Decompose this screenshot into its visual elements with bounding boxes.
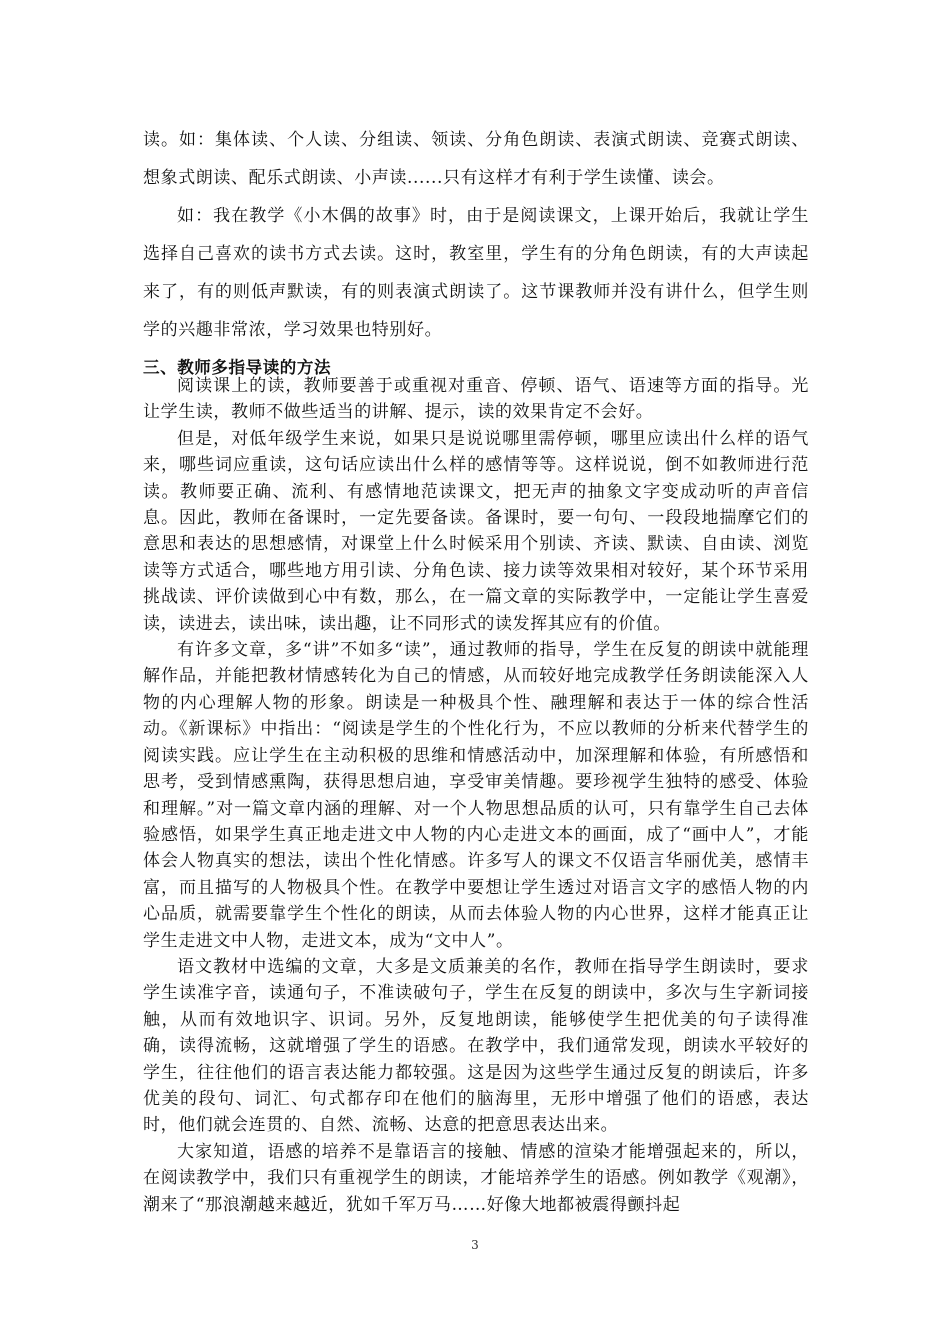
paragraph-1: 阅读课上的读，教师要善于或重视对重音、停顿、语气、语速等方面的指导。光让学生读，教师不做些适当的讲解、提示，读的效果肯定不会好。 bbox=[143, 376, 809, 423]
paragraph-5: 大家知道，语感的培养不是靠语言的接触、情感的渲染才能增强起来的，所以，在阅读教学中，我们只有重视学生的朗读，才能培养学生的语感。例如教学《观潮》，潮来了“那浪潮越来越近，犹如千军万马……好像大地都被震得颤抖起 bbox=[143, 1141, 809, 1215]
paragraph-continuation: 读。如：集体读、个人读、分组读、领读、分角色朗读、表演式朗读、竞赛式朗读、想象式朗读、配乐式朗读、小声读......只有这样才有利于学生读懂、读会。 bbox=[143, 130, 809, 188]
page-number: 3 bbox=[471, 1238, 479, 1252]
paragraph-example: 如：我在教学《小木偶的故事》时，由于是阅读课文，上课开始后，我就让学生选择自己喜欢的读书方式去读。这时，教室里，学生有的分角色朗读，有的大声读起来了，有的则低声默读，有的则表演式朗读了。这节课教师并没有讲什么，但学生则学的兴趣非常浓，学习效果也特别好。 bbox=[143, 206, 809, 340]
top-text-block bbox=[143, 121, 809, 387]
section-heading: 三、教师多指导读的方法 bbox=[143, 358, 332, 377]
main-text-block bbox=[143, 373, 809, 1218]
paragraph-4: 语文教材中选编的文章，大多是文质兼美的名作，教师在指导学生朗读时，要求学生读准字音，读通句子，不准读破句子，学生在反复的朗读中，多次与生字新词接触，从而有效地识字、识词。另外，反复地朗读，能够使学生把优美的句子读得准确，读得流畅，这就增强了学生的语感。在教学中，我们通常发现，朗读水平较好的学生，往往他们的语言表达能力都较强。这是因为这些学生通过反复的朗读后，许多优美的段句、词汇、句式都存印在他们的脑海里，无形中增强了他们的语感，表达时，他们就会连贯的、自然、流畅、达意的把意思表达出来。 bbox=[143, 956, 809, 1136]
paragraph-3: 有许多文章，多“讲”不如多“读”，通过教师的指导，学生在反复的朗读中就能理解作品，并能把教材情感转化为自己的情感，从而较好地完成教学任务朗读能深入人物的内心理解人物的形象。朗读是一种极具个性、融理解和表达于一体的综合性活动。《新课标》中指出：“阅读是学生的个性化行为，不应以教师的分析来代替学生的阅读实践。应让学生在主动积极的思维和情感活动中，加深理解和体验，有所感悟和思考，受到情感熏陶，获得思想启迪，享受审美情趣。要珍视学生独特的感受、体验和理解。”对一篇文章内涵的理解、对一个人物思想品质的认可，只有靠学生自己去体验感悟，如果学生真正地走进文中人物的内心走进文本的画面，成了“画中人”，才能体会人物真实的想法，读出个性化情感。许多写人的课文不仅语言华丽优美，感情丰富，而且描写的人物极具个性。在教学中要想让学生透过对语言文字的感悟人物的内心品质，就需要靠学生个性化的朗读，从而去体验人物的内心世界，这样才能真正让学生走进文中人物，走进文本，成为“文中人”。 bbox=[143, 640, 809, 951]
paragraph-2: 但是，对低年级学生来说，如果只是说说哪里需停顿，哪里应读出什么样的语气来，哪些词应重读，这句话应读出什么样的感情等等。这样说说，倒不如教师进行范读。教师要正确、流利、有感情地范读课文，把无声的抽象文字变成动听的声音信息。因此，教师在备课时，一定先要备读。备课时，要一句句、一段段地揣摩它们的意思和表达的思想感情，对课堂上什么时候采用个别读、齐读、默读、自由读、浏览读等方式适合，哪些地方用引读、分角色读、接力读等效果相对较好，某个环节采用挑战读、评价读做到心中有数，那么，在一篇文章的实际教学中，一定能让学生喜爱读，读进去，读出味，读出趣，让不同形式的读发挥其应有的价值。 bbox=[143, 428, 809, 634]
